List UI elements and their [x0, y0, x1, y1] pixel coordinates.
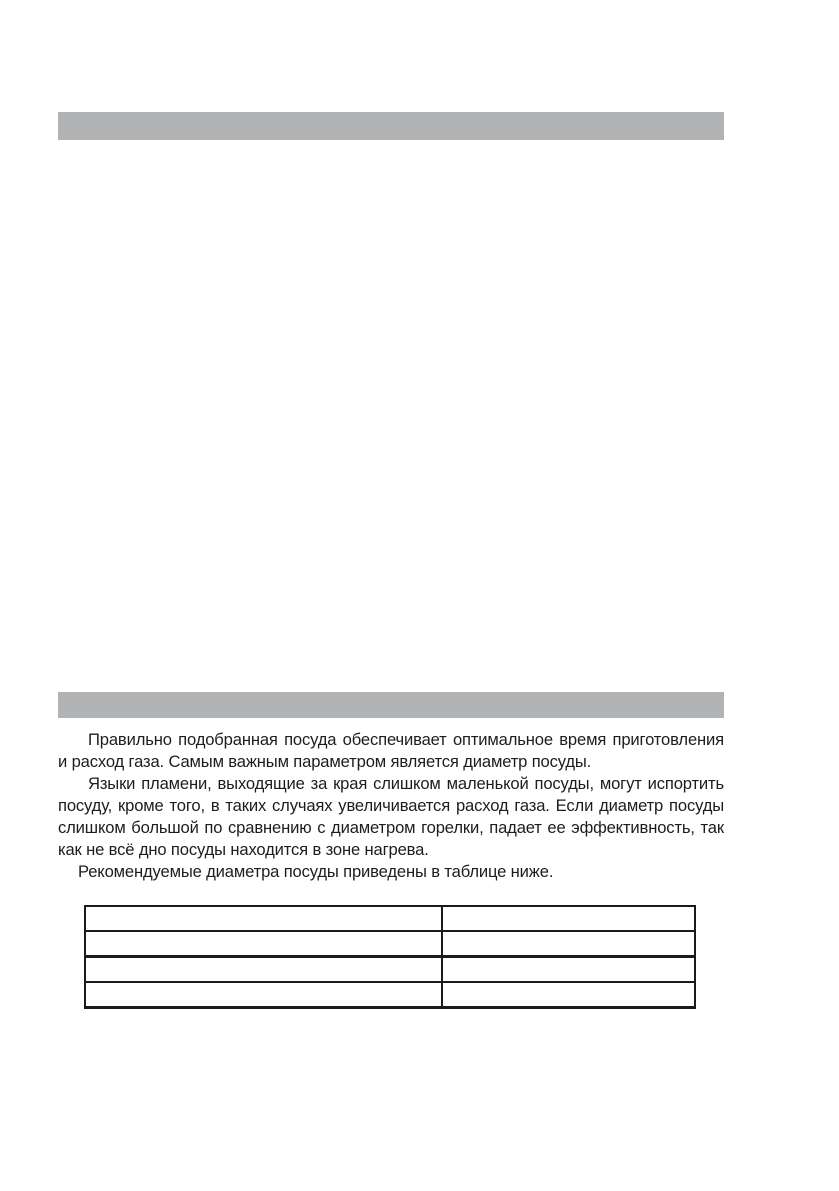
table-cell [442, 957, 695, 983]
paragraph-flame-warning: Языки пламени, выходящие за края слишком маленькой посуды, могут испортить посуду, кроме того, в таких случаях увеличивается расход газа. Если диаметр посуды слишком большой по сравнению с диаметром горелки, падает ее эффективность, так как не всё дно посуды находится в зоне нагрева. [58, 774, 724, 859]
section-header-bar-top [58, 112, 724, 140]
table-row [85, 931, 695, 957]
body-text [58, 729, 724, 883]
table-cell [442, 906, 695, 931]
table-cell [85, 982, 442, 1008]
table-row [85, 957, 695, 983]
paragraph-table-reference: Рекомендуемые диаметра посуды приведены в таблице ниже. [78, 862, 554, 881]
table-cell [85, 931, 442, 957]
table-cell [442, 931, 695, 957]
table-cell [85, 906, 442, 931]
table-row [85, 906, 695, 931]
table-row [85, 982, 695, 1008]
table-cell [442, 982, 695, 1008]
table-body [85, 906, 695, 1008]
paragraph-cookware-intro: Правильно подобранная посуда обеспечивает оптимальное время приготовления и расход газа. Самым важным параметром является диаметр посуды. [58, 730, 724, 771]
recommended-diameters-table [84, 905, 696, 1009]
section-header-bar-bottom [58, 692, 724, 718]
table-cell [85, 957, 442, 983]
